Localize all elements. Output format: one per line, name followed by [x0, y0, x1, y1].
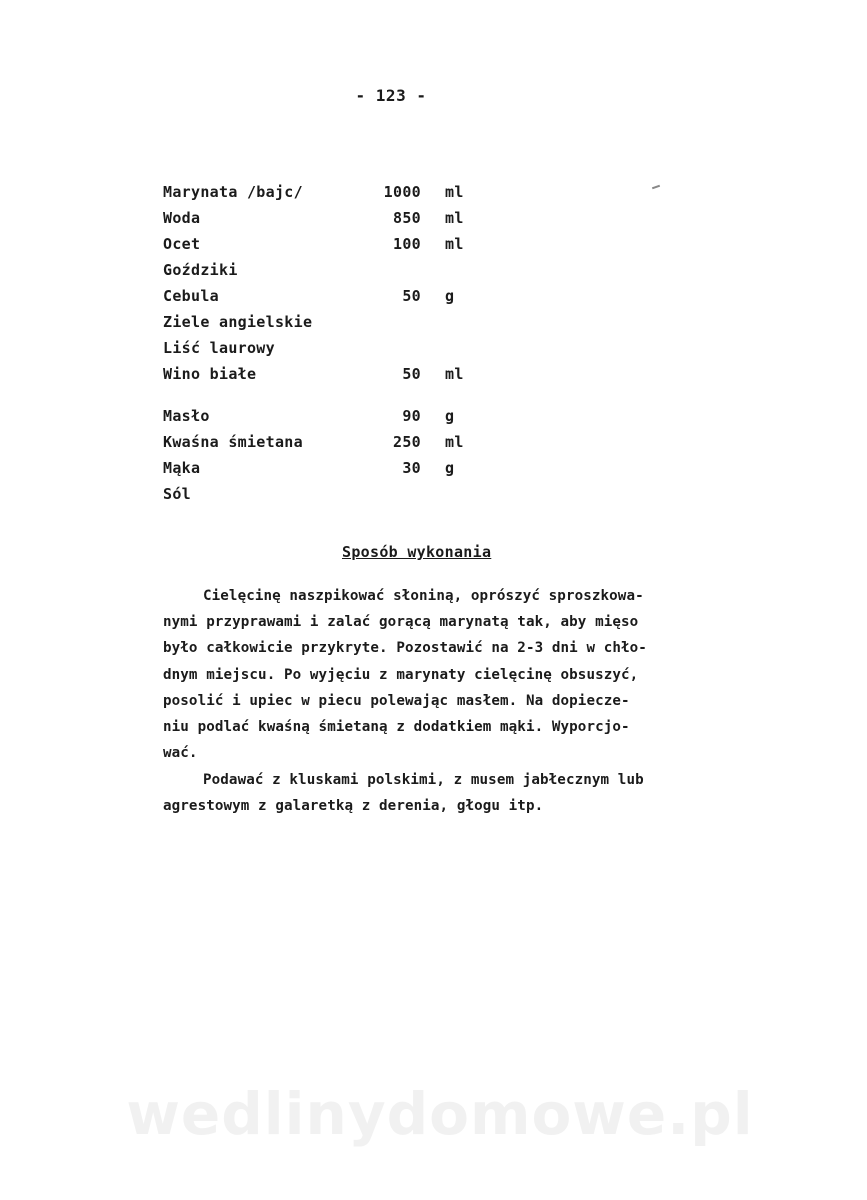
ingredient-row: [163, 235, 493, 261]
ingredient-quantity: 30: [402, 459, 421, 477]
ingredient-unit: ml: [445, 365, 464, 383]
paragraph-line: niu podlać kwaśną śmietaną z dodatkiem mąki. Wyporcjo-: [163, 719, 630, 736]
ingredient-row: [163, 407, 493, 433]
ingredient-unit: g: [445, 459, 455, 477]
ingredient-name: Goździki: [163, 261, 238, 279]
ingredient-row: [163, 433, 493, 459]
paragraph-line: nymi przyprawami i zalać gorącą marynatą tak, aby mięso: [163, 614, 639, 631]
scan-speck: [652, 185, 660, 190]
ingredient-row: [163, 485, 493, 511]
ingredient-name: Liść laurowy: [163, 339, 275, 357]
paragraph-line: posolić i upiec w piecu polewając masłem. Na dopiecze-: [163, 692, 630, 709]
ingredient-row: [163, 183, 493, 209]
ingredient-name: Ocet: [163, 235, 201, 253]
ingredient-row: [163, 339, 493, 365]
paragraph-line: agrestowym z galaretką z derenia, głogu itp.: [163, 798, 544, 815]
ingredient-name: Wino białe: [163, 365, 257, 383]
ingredient-row: [163, 459, 493, 485]
ingredient-quantity: 1000: [383, 183, 421, 201]
ingredients-list: [163, 183, 493, 511]
ingredient-quantity: 250: [393, 433, 421, 451]
ingredient-unit: ml: [445, 209, 464, 227]
paragraph-line: dnym miejscu. Po wyjęciu z marynaty cielęcinę obsuszyć,: [163, 666, 639, 683]
ingredient-name: Kwaśna śmietana: [163, 433, 303, 451]
ingredient-name: Mąka: [163, 459, 201, 477]
ingredient-row: [163, 365, 493, 391]
ingredient-quantity: 90: [402, 407, 421, 425]
ingredient-row: [163, 261, 493, 287]
ingredient-quantity: 50: [402, 287, 421, 305]
ingredient-unit: g: [445, 407, 455, 425]
paragraph-line: Podawać z kluskami polskimi, z musem jabłecznym lub: [203, 772, 644, 788]
ingredient-quantity: 850: [393, 209, 421, 227]
method-paragraph: [163, 583, 763, 766]
ingredient-name: Ziele angielskie: [163, 313, 313, 331]
page-number: - 123 -: [355, 86, 427, 105]
paragraph-line: było całkowicie przykryte. Pozostawić na 2-3 dni w chło-: [163, 640, 647, 657]
ingredient-unit: ml: [445, 235, 464, 253]
paragraph-line: wać.: [163, 745, 198, 762]
paragraph-line: Cielęcinę naszpikować słoniną, oprószyć sproszkowa-: [203, 588, 644, 604]
ingredient-unit: ml: [445, 433, 464, 451]
ingredient-row: [163, 209, 493, 235]
ingredient-unit: g: [445, 287, 455, 305]
watermark: wedlinydomowe.pl: [126, 1080, 754, 1148]
ingredient-name: Woda: [163, 209, 201, 227]
ingredient-quantity: 50: [402, 365, 421, 383]
ingredient-quantity: 100: [393, 235, 421, 253]
ingredient-row: [163, 287, 493, 313]
ingredient-unit: ml: [445, 183, 464, 201]
ingredient-name: Cebula: [163, 287, 219, 305]
ingredient-name: Sól: [163, 485, 191, 503]
ingredient-row: [163, 313, 493, 339]
section-title: Sposób wykonania: [342, 543, 492, 561]
serving-paragraph: [163, 767, 763, 819]
ingredient-name: Masło: [163, 407, 210, 425]
ingredient-name: Marynata /bajc/: [163, 183, 303, 201]
